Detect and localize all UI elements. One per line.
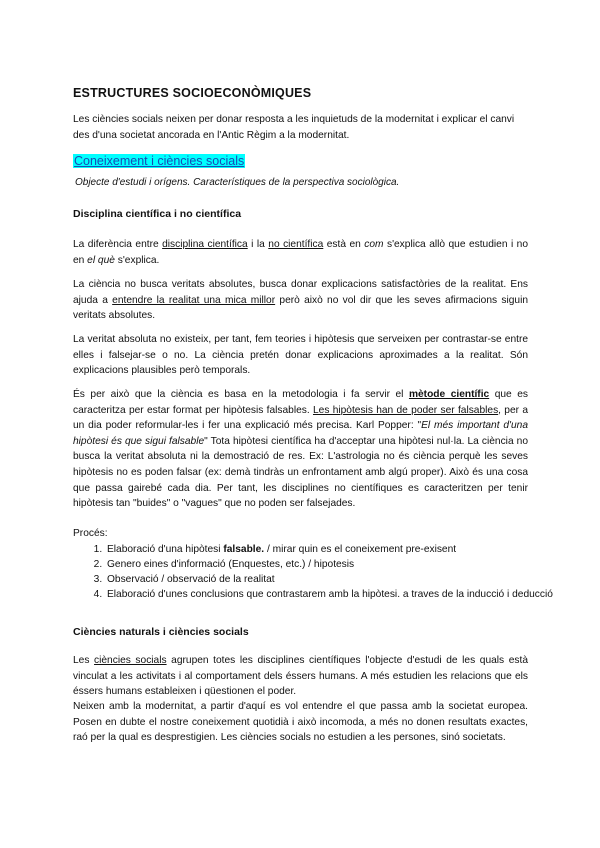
paragraph-ciencies-socials: [73, 653, 528, 700]
section-subtitle: Objecte d'estudi i orígens. Característiques de la perspectiva sociològica.: [75, 177, 400, 188]
proces-steps-list: [73, 542, 560, 602]
list-item: [105, 557, 560, 572]
text-run: La diferència entre: [73, 239, 163, 250]
text-run: " Tota hipòtesi científica ha d'acceptar una hipòtesi nul·la. La ciència no busca la veritat absoluta ni la demostració de res. Ex: L'astrologia no és ciència perquè les seves hipòtesis no es poden falsar (ex: demà tindràs un enfrontament amb algú proper). Això és una cosa que passa gairebé cada dia. Per tant, les disciplines no científiques es caracteritzen per tenir hipòtesis tan "buides" o "vagues" que no poden ser falsejades.: [73, 435, 528, 510]
text-run: s'explica allò que estudien i no en: [73, 239, 529, 266]
paragraph-veritat: La veritat absoluta no existeix, per tant, fem teories i hipòtesis que serveixen per contrastar-se entre elles i falsejar-se o no. La ciència pretén donar explicacions aproximades a la realitat. Són explicacions plausibles però temporals.: [73, 334, 528, 377]
text-run: La ciència no busca veritats absolutes, busca donar explicacions satisfactòries de la realitat. Ens ajuda a: [73, 279, 528, 306]
underlined-term: ciències socials: [94, 655, 167, 666]
italic-term: el què: [87, 254, 115, 266]
text-run: i la: [247, 239, 269, 250]
paragraph-metode: [73, 387, 528, 512]
section-heading-link[interactable]: Coneixement i ciències socials: [74, 154, 245, 168]
text-run: Observació / observació de la realitat: [107, 574, 275, 585]
text-run: Elaboració d'una hipòtesi: [107, 544, 224, 555]
underlined-term: entendre la realitat una mica millor: [112, 294, 276, 306]
text-run: Les: [73, 655, 95, 666]
text-run: , per a un dia poder reformular-les i fer una explicació més precisa. Karl Popper: ": [73, 404, 528, 432]
text-run: està en: [323, 239, 365, 250]
list-item: [105, 572, 560, 587]
text-run: Genero eines d'informació (Enquestes, etc.) / hipotesis: [107, 559, 355, 570]
bold-term: falsable.: [223, 544, 265, 555]
paragraph-diferencia: [73, 237, 528, 268]
intro-paragraph: Les ciències socials neixen per donar resposta a les inquietuds de la modernitat i explicar el canvi des d'una societat ancorada en l'Antic Règim a la modernitat.: [73, 114, 515, 141]
underlined-term: no científica: [268, 239, 324, 250]
proces-label: Procés:: [73, 528, 108, 539]
bold-underlined-term: mètode científic: [408, 389, 490, 400]
list-item: [105, 587, 560, 602]
text-run: agrupen totes les disciplines científiques l'objecte d'estudi de les quals està vinculat a les activitats i al comportament dels éssers humans. A més estudien les relacions que els éssers humans estableixen i qüestionen el poder.: [73, 655, 528, 698]
section-heading: [73, 154, 528, 168]
paragraph-ciencia: [73, 277, 528, 324]
text-run: però això no vol dir que les seves afirmacions siguin veritats absolutes.: [73, 294, 528, 322]
paragraph-modernitat: Neixen amb la modernitat, a partir d'aquí es vol entendre el que passa amb la societat europea. Posen en dubte el nostre coneixement quotidià i això incomoda, a més no donen resultats exactes, raó per la qual es desprestigien. Les ciències socials no estudien a les persones, sinó societats.: [73, 701, 528, 744]
underlined-term: Les hipòtesis han de poder ser falsables: [312, 404, 499, 416]
heading-ciencies: Ciències naturals i ciències socials: [73, 626, 249, 638]
text-run: / mirar quin es el coneixement pre-exisent: [264, 544, 457, 555]
italic-quote: El més important d'una hipòtesi és que sigui falsable: [73, 420, 529, 447]
heading-disciplina: Disciplina científica i no científica: [73, 208, 242, 220]
list-item: [105, 542, 560, 557]
text-run: s'explica.: [114, 254, 160, 266]
italic-term: com: [364, 239, 384, 250]
document-title: ESTRUCTURES SOCIOECONÒMIQUES: [73, 86, 312, 100]
text-run: que es caracteritza per estar format per hipòtesis falsables.: [73, 389, 528, 416]
underlined-term: disciplina científica: [162, 239, 248, 250]
text-run: És per això que la ciència es basa en la metodologia i fa servir el: [73, 389, 409, 400]
text-run: Elaboració d'unes conclusions que contrastarem amb la hipòtesi. a traves de la inducció i deducció: [107, 589, 553, 600]
